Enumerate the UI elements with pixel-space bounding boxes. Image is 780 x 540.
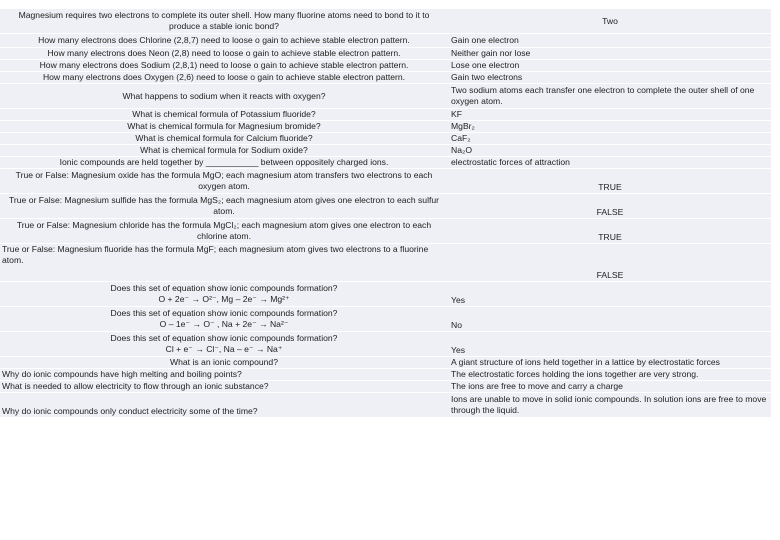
question-cell: What is chemical formula for Calcium fluoride? bbox=[0, 133, 448, 144]
question-cell: What is needed to allow electricity to flow through an ionic substance? bbox=[0, 381, 448, 392]
table-row bbox=[0, 381, 771, 392]
question-cell: What is chemical formula for Magnesium bromide? bbox=[0, 121, 448, 132]
answer-cell: Na₂O bbox=[448, 145, 771, 156]
table-row bbox=[0, 34, 771, 47]
table-row bbox=[0, 60, 771, 71]
table-row bbox=[0, 357, 771, 368]
question-cell bbox=[0, 332, 448, 356]
question-cell: True or False: Magnesium chloride has the formula MgCl₂; each magnesium atom gives one electron to each chlorine atom. bbox=[0, 219, 448, 243]
answer-cell: Gain one electron bbox=[448, 34, 771, 47]
question-cell: Magnesium requires two electrons to complete its outer shell. How many fluorine atoms need to bond to it to produce a stable ionic bond? bbox=[0, 9, 448, 33]
question-line: Does this set of equation show ionic compounds formation? bbox=[110, 308, 338, 318]
question-cell bbox=[0, 307, 448, 331]
question-line: Does this set of equation show ionic compounds formation? bbox=[110, 333, 338, 343]
answer-cell: No bbox=[448, 307, 771, 331]
answer-cell: KF bbox=[448, 109, 771, 120]
table-row bbox=[0, 169, 771, 193]
table-row bbox=[0, 393, 771, 417]
table-row bbox=[0, 369, 771, 380]
answer-cell: A giant structure of ions held together in a lattice by electrostatic forces bbox=[448, 357, 771, 368]
answer-cell: FALSE bbox=[448, 194, 771, 218]
answer-cell: Two sodium atoms each transfer one electron to complete the outer shell of one oxygen atom. bbox=[448, 84, 771, 108]
answer-cell: MgBr₂ bbox=[448, 121, 771, 132]
table-row bbox=[0, 219, 771, 243]
question-cell: True or False: Magnesium sulfide has the formula MgS₂; each magnesium atom gives one electron to each sulfur atom. bbox=[0, 194, 448, 218]
equation-line: O + 2e⁻ → O²⁻, Mg – 2e⁻ → Mg²⁺ bbox=[158, 294, 290, 304]
question-cell: Why do ionic compounds have high melting and boiling points? bbox=[0, 369, 448, 380]
answer-cell: CaF₂ bbox=[448, 133, 771, 144]
table-row bbox=[0, 84, 771, 108]
table-row bbox=[0, 194, 771, 218]
table-row bbox=[0, 48, 771, 59]
table-row bbox=[0, 133, 771, 144]
answer-cell: Neither gain nor lose bbox=[448, 48, 771, 59]
question-cell: What is an ionic compound? bbox=[0, 357, 448, 368]
answer-cell: electrostatic forces of attraction bbox=[448, 157, 771, 168]
answer-cell: TRUE bbox=[448, 219, 771, 243]
answer-cell: TRUE bbox=[448, 169, 771, 193]
answer-cell: Ions are unable to move in solid ionic compounds. In solution ions are free to move through the liquid. bbox=[448, 393, 771, 417]
question-cell: True or False: Magnesium oxide has the formula MgO; each magnesium atom transfers two electrons to each oxygen atom. bbox=[0, 169, 448, 193]
question-cell: How many electrons does Oxygen (2,6) need to loose o gain to achieve stable electron pattern. bbox=[0, 72, 448, 83]
equation-line: Cl + e⁻ → Cl⁻, Na – e⁻ → Na⁺ bbox=[165, 344, 283, 354]
table-row bbox=[0, 9, 771, 33]
answer-cell: Yes bbox=[448, 282, 771, 306]
question-cell bbox=[0, 282, 448, 306]
question-cell: What is chemical formula for Sodium oxide? bbox=[0, 145, 448, 156]
table-row bbox=[0, 72, 771, 83]
table-row bbox=[0, 244, 771, 281]
question-cell: Why do ionic compounds only conduct electricity some of the time? bbox=[0, 393, 448, 417]
question-cell: What is chemical formula of Potassium fluoride? bbox=[0, 109, 448, 120]
question-cell: How many electrons does Neon (2,8) need to loose o gain to achieve stable electron pattern. bbox=[0, 48, 448, 59]
question-cell: What happens to sodium when it reacts with oxygen? bbox=[0, 84, 448, 108]
question-cell: How many electrons does Sodium (2,8,1) need to loose o gain to achieve stable electron pattern. bbox=[0, 60, 448, 71]
answer-cell: Yes bbox=[448, 332, 771, 356]
answer-cell: Lose one electron bbox=[448, 60, 771, 71]
answer-cell: Two bbox=[448, 9, 771, 33]
question-cell: True or False: Magnesium fluoride has the formula MgF; each magnesium atom gives two electrons to a fluorine atom. bbox=[0, 244, 448, 281]
answer-cell: The electrostatic forces holding the ions together are very strong. bbox=[448, 369, 771, 380]
table-row bbox=[0, 332, 771, 356]
question-cell: How many electrons does Chlorine (2,8,7) need to loose o gain to achieve stable electron pattern. bbox=[0, 34, 448, 47]
table-row bbox=[0, 121, 771, 132]
question-line: Does this set of equation show ionic compounds formation? bbox=[110, 283, 338, 293]
equation-line: O – 1e⁻ → O⁻ , Na + 2e⁻ → Na²⁻ bbox=[159, 319, 289, 329]
table-row bbox=[0, 109, 771, 120]
answer-cell: The ions are free to move and carry a charge bbox=[448, 381, 771, 392]
quiz-table bbox=[0, 8, 771, 418]
question-cell: Ionic compounds are held together by ___________ between oppositely charged ions. bbox=[0, 157, 448, 168]
table-row bbox=[0, 307, 771, 331]
answer-cell: FALSE bbox=[448, 244, 771, 281]
table-row bbox=[0, 145, 771, 156]
answer-cell: Gain two electrons bbox=[448, 72, 771, 83]
table-row bbox=[0, 282, 771, 306]
table-row bbox=[0, 157, 771, 168]
